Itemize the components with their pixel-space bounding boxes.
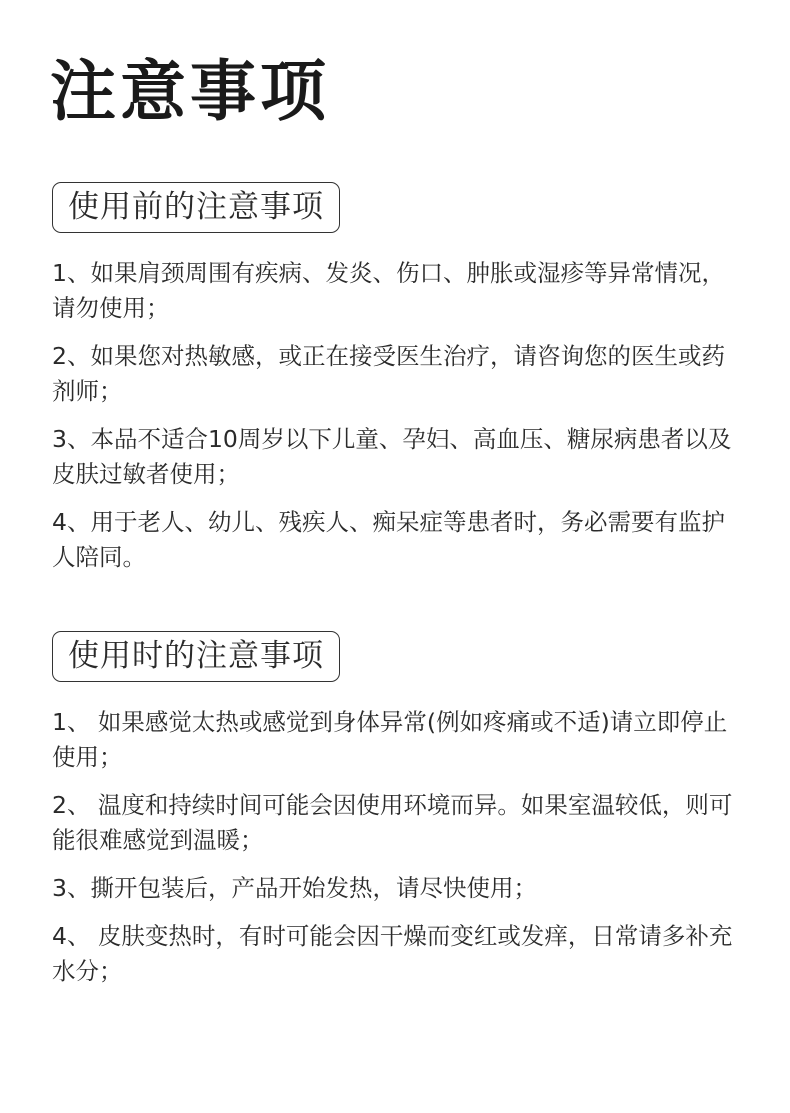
list-item: 4、 皮肤变热时，有时可能会因干燥而变红或发痒，日常请多补充水分； [52, 922, 733, 985]
list-item: 3、本品不适合10周岁以下儿童、孕妇、高血压、糖尿病患者以及皮肤过敏者使用； [52, 425, 732, 488]
during-use-section [52, 631, 742, 1002]
precaution-list [52, 705, 742, 989]
list-item: 3、撕开包装后，产品开始发热，请尽快使用； [52, 874, 537, 902]
list-item: 1、 如果感觉太热或感觉到身体异常(例如疼痛或不适)请立即停止使用； [52, 708, 728, 771]
page-title: 注意事项 [50, 53, 330, 130]
precaution-list [52, 256, 742, 575]
section-heading: 使用前的注意事项 [52, 182, 340, 233]
before-use-section [52, 182, 742, 588]
list-item: 2、 温度和持续时间可能会因使用环境而异。如果室温较低，则可能很难感觉到温暖； [52, 791, 733, 854]
list-item: 4、用于老人、幼儿、残疾人、痴呆症等患者时，务必需要有监护人陪同。 [52, 508, 725, 571]
list-item: 2、如果您对热敏感，或正在接受医生治疗，请咨询您的医生或药剂师； [52, 342, 725, 405]
list-item: 1、如果肩颈周围有疾病、发炎、伤口、肿胀或湿疹等异常情况，请勿使用； [52, 259, 725, 322]
section-heading: 使用时的注意事项 [52, 631, 340, 682]
